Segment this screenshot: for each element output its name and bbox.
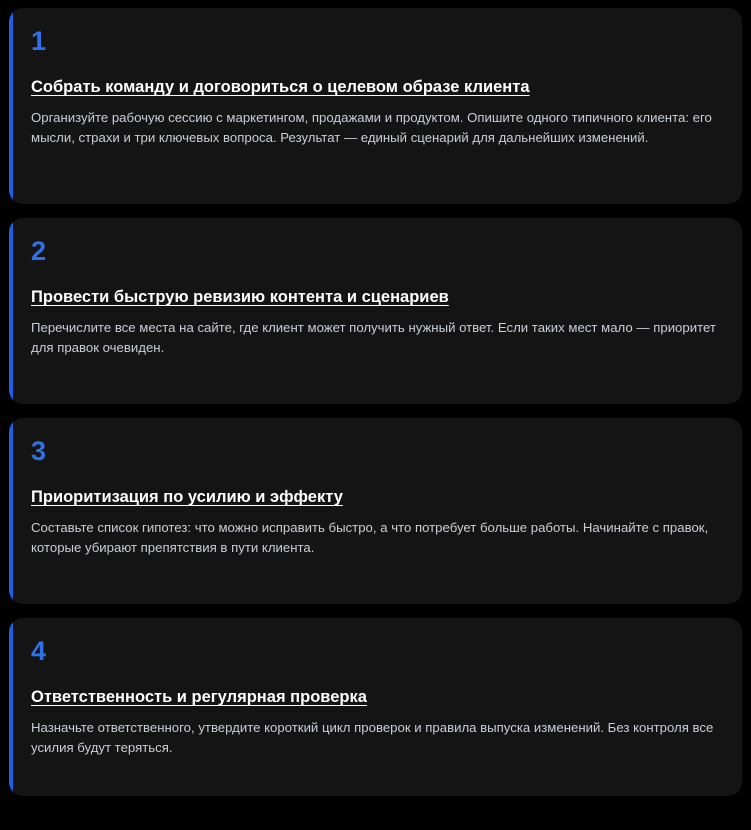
- step-number: 3: [31, 436, 47, 466]
- step-number: 2: [31, 236, 47, 266]
- step-body: Назначьте ответственного, утвердите короткий цикл проверок и правила выпуска изменений. Без контроля все усилия будут теряться.: [31, 719, 714, 756]
- step-body: Составьте список гипотез: что можно исправить быстро, а что потребует больше работы. Начинайте с правок, которые убирают препятствия в пути клиента.: [31, 519, 709, 556]
- step-title[interactable]: Провести быструю ревизию контента и сценариев: [31, 288, 449, 306]
- step-title[interactable]: Приоритизация по усилию и эффекту: [31, 488, 343, 506]
- step-title[interactable]: Ответственность и регулярная проверка: [31, 688, 367, 706]
- step-card-4: [9, 618, 742, 796]
- step-number: 1: [31, 26, 47, 56]
- step-title[interactable]: Собрать команду и договориться о целевом образе клиента: [31, 78, 530, 96]
- step-card-3: [9, 418, 742, 604]
- step-number: 4: [31, 636, 47, 666]
- step-body: Перечислите все места на сайте, где клиент может получить нужный ответ. Если таких мест мало — приоритет для правок очевиден.: [31, 319, 716, 356]
- step-card-2: [9, 218, 742, 404]
- step-body: Организуйте рабочую сессию с маркетингом, продажами и продуктом. Опишите одного типичного клиента: его мысли, страхи и три ключевых вопроса. Результат — единый сценарий для дальнейших изменений.: [31, 109, 712, 146]
- step-card-1: [9, 8, 742, 204]
